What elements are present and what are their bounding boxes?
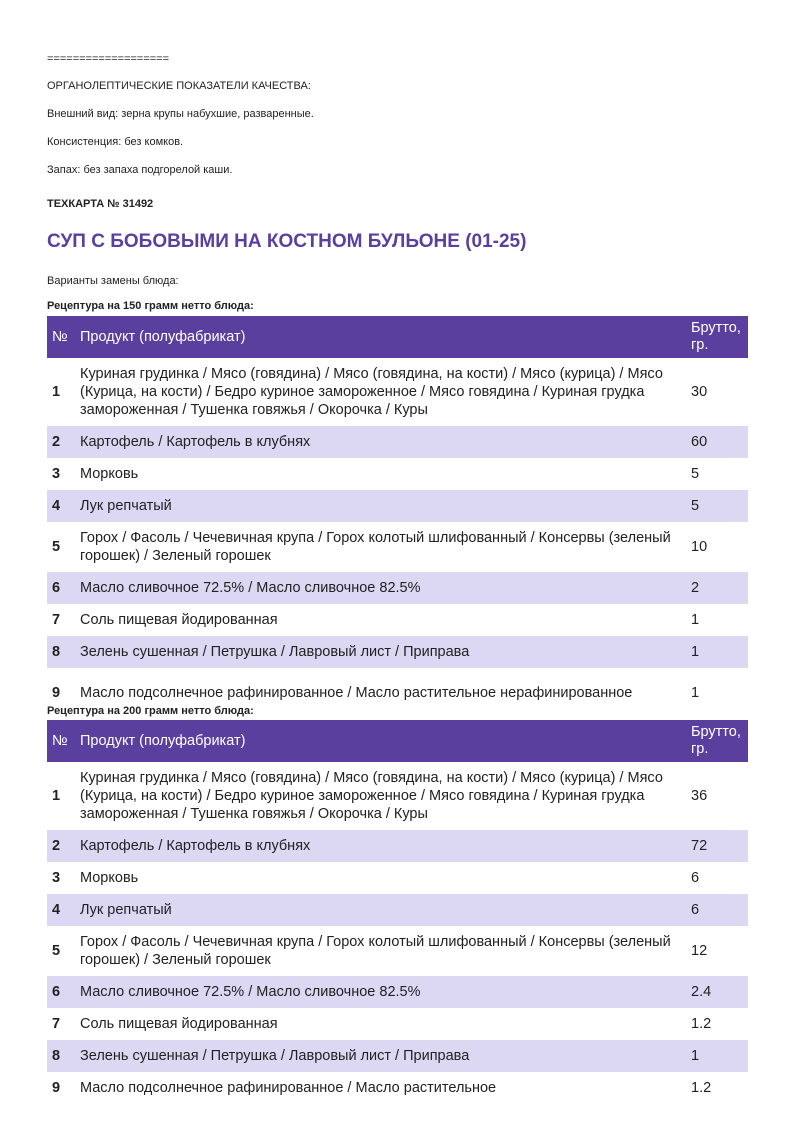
column-header-weight: Брутто, гр. (686, 720, 748, 762)
table-header-row (47, 720, 748, 762)
row-number: 4 (47, 894, 75, 926)
row-number: 8 (47, 636, 75, 668)
smell-text: Запах: без запаха подгорелой каши. (47, 164, 233, 176)
row-product: Соль пищевая йодированная (75, 1008, 686, 1040)
appearance-text: Внешний вид: зерна крупы набухшие, разваренные. (47, 108, 314, 120)
replacements-text: Варианты замены блюда: (47, 275, 179, 287)
row-weight: 1 (686, 636, 748, 668)
row-number: 5 (47, 926, 75, 976)
recipe-rows-200 (47, 762, 748, 1104)
row-weight: 2 (686, 572, 748, 604)
row-product: Зелень сушенная / Петрушка / Лавровый лист / Приправа (75, 1040, 686, 1072)
table-row (47, 426, 748, 458)
row-product: Лук репчатый (75, 894, 686, 926)
separator-line: =================== (47, 53, 170, 65)
row-weight: 36 (686, 762, 748, 830)
dish-title: СУП С БОБОВЫМИ НА КОСТНОМ БУЛЬОНЕ (01-25) (47, 231, 527, 252)
table-row (47, 894, 748, 926)
row-number: 8 (47, 1040, 75, 1072)
column-header-weight: Брутто, гр. (686, 316, 748, 358)
row-product: Соль пищевая йодированная (75, 604, 686, 636)
row-weight: 1 (686, 668, 748, 718)
row-number: 6 (47, 976, 75, 1008)
row-product: Морковь (75, 862, 686, 894)
row-weight: 10 (686, 522, 748, 572)
row-product: Куриная грудинка / Мясо (говядина) / Мясо (говядина, на кости) / Мясо (курица) / Мясо (Курица, на кости) / Бедро куриное замороженное / Мясо говядина / Куриная грудка замороженная / Тушенка говяжья / Окорочка / Куры (75, 762, 686, 830)
row-number: 5 (47, 522, 75, 572)
row-product: Масло сливочное 72.5% / Масло сливочное 82.5% (75, 572, 686, 604)
row-number: 3 (47, 862, 75, 894)
row-product: Морковь (75, 458, 686, 490)
table-row (47, 1040, 748, 1072)
row-weight: 12 (686, 926, 748, 976)
row-number: 1 (47, 762, 75, 830)
table-row (47, 1072, 748, 1104)
column-header-num: № (47, 316, 75, 358)
row-weight: 6 (686, 862, 748, 894)
row-product: Горох / Фасоль / Чечевичная крупа / Горох колотый шлифованный / Консервы (зеленый горошек) / Зеленый горошек (75, 522, 686, 572)
table-row (47, 522, 748, 572)
row-weight: 6 (686, 894, 748, 926)
row-weight: 1.2 (686, 1072, 748, 1104)
recipe-caption-200: Рецептура на 200 грамм нетто блюда: (47, 705, 254, 717)
row-weight: 5 (686, 490, 748, 522)
row-number: 7 (47, 1008, 75, 1040)
row-number: 1 (47, 358, 75, 426)
row-product: Масло подсолнечное рафинированное / Масло растительное (75, 1072, 686, 1104)
column-header-product: Продукт (полуфабрикат) (75, 316, 686, 358)
row-number: 2 (47, 830, 75, 862)
row-number: 4 (47, 490, 75, 522)
column-header-product: Продукт (полуфабрикат) (75, 720, 686, 762)
table-row (47, 604, 748, 636)
table-header-row (47, 316, 748, 358)
row-product: Горох / Фасоль / Чечевичная крупа / Горох колотый шлифованный / Консервы (зеленый горошек) / Зеленый горошек (75, 926, 686, 976)
row-product: Картофель / Картофель в клубнях (75, 830, 686, 862)
table-row (47, 572, 748, 604)
row-product: Картофель / Картофель в клубнях (75, 426, 686, 458)
techcard-number: ТЕХКАРТА № 31492 (47, 198, 154, 210)
quality-heading: ОРГАНОЛЕПТИЧЕСКИЕ ПОКАЗАТЕЛИ КАЧЕСТВА: (47, 80, 311, 92)
table-row (47, 636, 748, 668)
row-weight: 72 (686, 830, 748, 862)
recipe-caption-150: Рецептура на 150 грамм нетто блюда: (47, 300, 254, 312)
row-product: Масло сливочное 72.5% / Масло сливочное 82.5% (75, 976, 686, 1008)
table-row (47, 976, 748, 1008)
row-number: 2 (47, 426, 75, 458)
row-product: Лук репчатый (75, 490, 686, 522)
row-weight: 30 (686, 358, 748, 426)
row-number: 6 (47, 572, 75, 604)
row-product: Куриная грудинка / Мясо (говядина) / Мясо (говядина, на кости) / Мясо (курица) / Мясо (Курица, на кости) / Бедро куриное замороженное / Мясо говядина / Куриная грудка замороженная / Тушенка говяжья / Окорочка / Куры (75, 358, 686, 426)
row-weight: 5 (686, 458, 748, 490)
table-row (47, 830, 748, 862)
table-row (47, 926, 748, 976)
row-weight: 1 (686, 604, 748, 636)
consistency-text: Консистенция: без комков. (47, 136, 184, 148)
row-weight: 1.2 (686, 1008, 748, 1040)
row-product: Масло подсолнечное рафинированное / Масло растительное нерафинированное (75, 668, 686, 718)
table-row (47, 862, 748, 894)
table-row (47, 458, 748, 490)
recipe-rows-150 (47, 358, 748, 718)
table-row (47, 1008, 748, 1040)
recipe-table-150 (47, 316, 748, 718)
row-product: Зелень сушенная / Петрушка / Лавровый лист / Приправа (75, 636, 686, 668)
row-weight: 2.4 (686, 976, 748, 1008)
table-row (47, 762, 748, 830)
row-number: 9 (47, 668, 75, 718)
column-header-num: № (47, 720, 75, 762)
row-number: 3 (47, 458, 75, 490)
recipe-table-200 (47, 720, 748, 1104)
row-weight: 60 (686, 426, 748, 458)
row-weight: 1 (686, 1040, 748, 1072)
table-row (47, 358, 748, 426)
row-number: 7 (47, 604, 75, 636)
row-number: 9 (47, 1072, 75, 1104)
table-row (47, 490, 748, 522)
